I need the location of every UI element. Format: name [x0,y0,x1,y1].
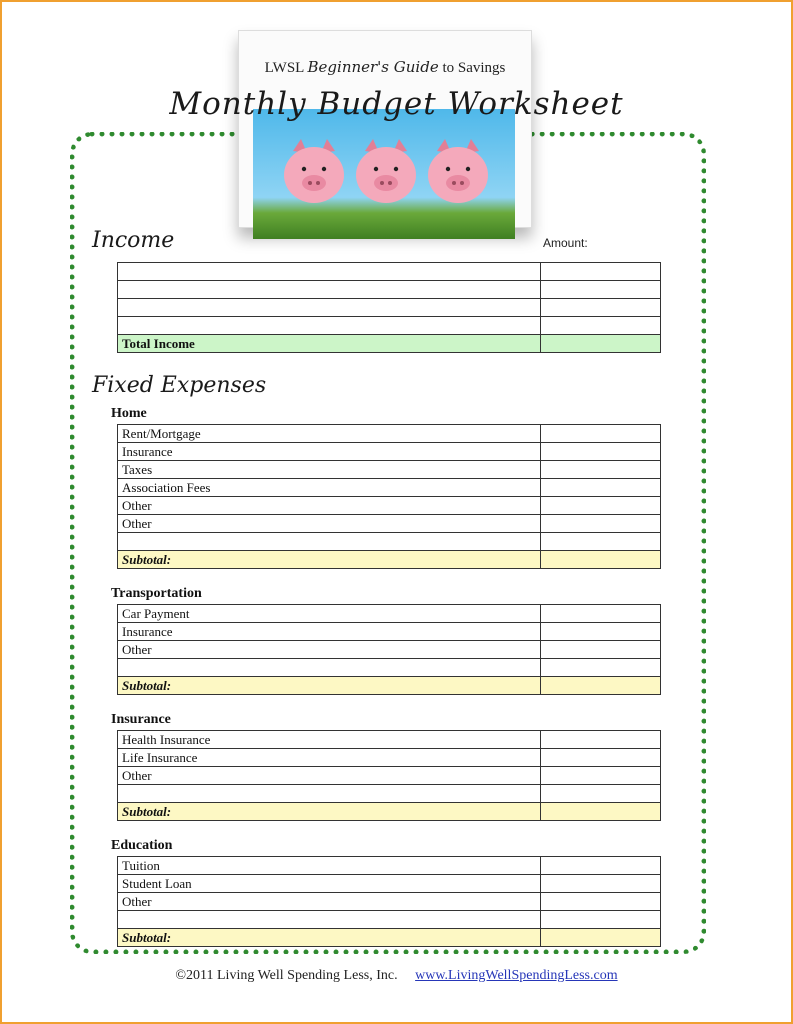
amount-cell[interactable] [541,425,661,443]
piggy-bank-icon [351,137,421,209]
expense-item-label: Rent/Mortgage [118,425,541,443]
table-row [118,515,661,533]
table-row [118,749,661,767]
subtotal-amount[interactable] [541,803,661,821]
amount-cell[interactable] [541,443,661,461]
amount-cell[interactable] [541,533,661,551]
subtotal-row [118,929,661,947]
table-row [118,461,661,479]
table-row [118,533,661,551]
copyright-text: ©2011 Living Well Spending Less, Inc. [175,968,398,983]
table-row [118,875,661,893]
amount-cell[interactable] [541,515,661,533]
subtotal-label: Subtotal: [118,677,541,695]
amount-cell[interactable] [541,767,661,785]
amount-cell[interactable] [541,281,661,299]
footer [0,968,793,984]
table-row [118,425,661,443]
table-row [118,893,661,911]
income-source-cell[interactable] [118,263,541,281]
total-income-row [118,335,661,353]
table-row [118,623,661,641]
amount-label: Amount: [543,236,588,250]
income-heading: Income [92,228,175,253]
expense-item-label[interactable] [118,659,541,677]
expense-item-label[interactable] [118,533,541,551]
subtotal-amount[interactable] [541,551,661,569]
table-row [118,785,661,803]
expense-item-label: Other [118,767,541,785]
piggy-bank-icon [423,137,493,209]
income-source-cell[interactable] [118,299,541,317]
income-source-cell[interactable] [118,281,541,299]
table-row [118,443,661,461]
header-card [238,30,532,228]
amount-cell[interactable] [541,731,661,749]
amount-cell[interactable] [541,785,661,803]
table-row [118,731,661,749]
expense-item-label: Life Insurance [118,749,541,767]
home-table [117,424,661,569]
table-row [118,767,661,785]
expense-item-label: Health Insurance [118,731,541,749]
website-link[interactable]: www.LivingWellSpendingLess.com [415,968,618,983]
subtotal-amount[interactable] [541,929,661,947]
table-row [118,281,661,299]
table-row [118,263,661,281]
amount-cell[interactable] [541,263,661,281]
total-income-label: Total Income [118,335,541,353]
insurance-table [117,730,661,821]
subtotal-label: Subtotal: [118,803,541,821]
subtotal-amount[interactable] [541,677,661,695]
income-table [117,262,661,353]
amount-cell[interactable] [541,605,661,623]
table-row [118,497,661,515]
amount-cell[interactable] [541,857,661,875]
expense-item-label: Tuition [118,857,541,875]
table-row [118,299,661,317]
amount-cell[interactable] [541,299,661,317]
group-title-insurance: Insurance [111,712,171,727]
education-table [117,856,661,947]
page-title: Monthly Budget Worksheet [169,86,624,122]
income-source-cell[interactable] [118,317,541,335]
fixed-expenses-heading: Fixed Expenses [92,373,267,398]
card-title-script: Beginner's Guide [307,58,439,76]
card-title-prefix: LWSL [264,60,304,76]
amount-cell[interactable] [541,893,661,911]
expense-item-label: Car Payment [118,605,541,623]
subtotal-row [118,803,661,821]
piggy-bank-icon [279,137,349,209]
amount-cell[interactable] [541,461,661,479]
expense-item-label[interactable] [118,785,541,803]
expense-item-label: Taxes [118,461,541,479]
piggy-bank-photo [253,109,515,239]
group-title-transportation: Transportation [111,586,202,601]
expense-item-label: Other [118,641,541,659]
group-title-home: Home [111,406,147,421]
table-row [118,641,661,659]
amount-cell[interactable] [541,479,661,497]
table-row [118,659,661,677]
group-title-education: Education [111,838,173,853]
amount-cell[interactable] [541,659,661,677]
amount-cell[interactable] [541,317,661,335]
amount-cell[interactable] [541,875,661,893]
table-row [118,479,661,497]
expense-item-label[interactable] [118,911,541,929]
card-title [239,58,531,77]
expense-item-label: Insurance [118,623,541,641]
card-title-suffix: to Savings [442,60,506,76]
amount-cell[interactable] [541,911,661,929]
subtotal-row [118,551,661,569]
subtotal-label: Subtotal: [118,929,541,947]
expense-item-label: Association Fees [118,479,541,497]
subtotal-label: Subtotal: [118,551,541,569]
table-row [118,317,661,335]
table-row [118,911,661,929]
expense-item-label: Other [118,515,541,533]
expense-item-label: Insurance [118,443,541,461]
expense-item-label: Student Loan [118,875,541,893]
subtotal-row [118,677,661,695]
expense-item-label: Other [118,497,541,515]
amount-cell[interactable] [541,749,661,767]
total-income-amount[interactable] [541,335,661,353]
amount-cell[interactable] [541,641,661,659]
table-row [118,605,661,623]
amount-cell[interactable] [541,623,661,641]
table-row [118,857,661,875]
transportation-table [117,604,661,695]
expense-item-label: Other [118,893,541,911]
amount-cell[interactable] [541,497,661,515]
